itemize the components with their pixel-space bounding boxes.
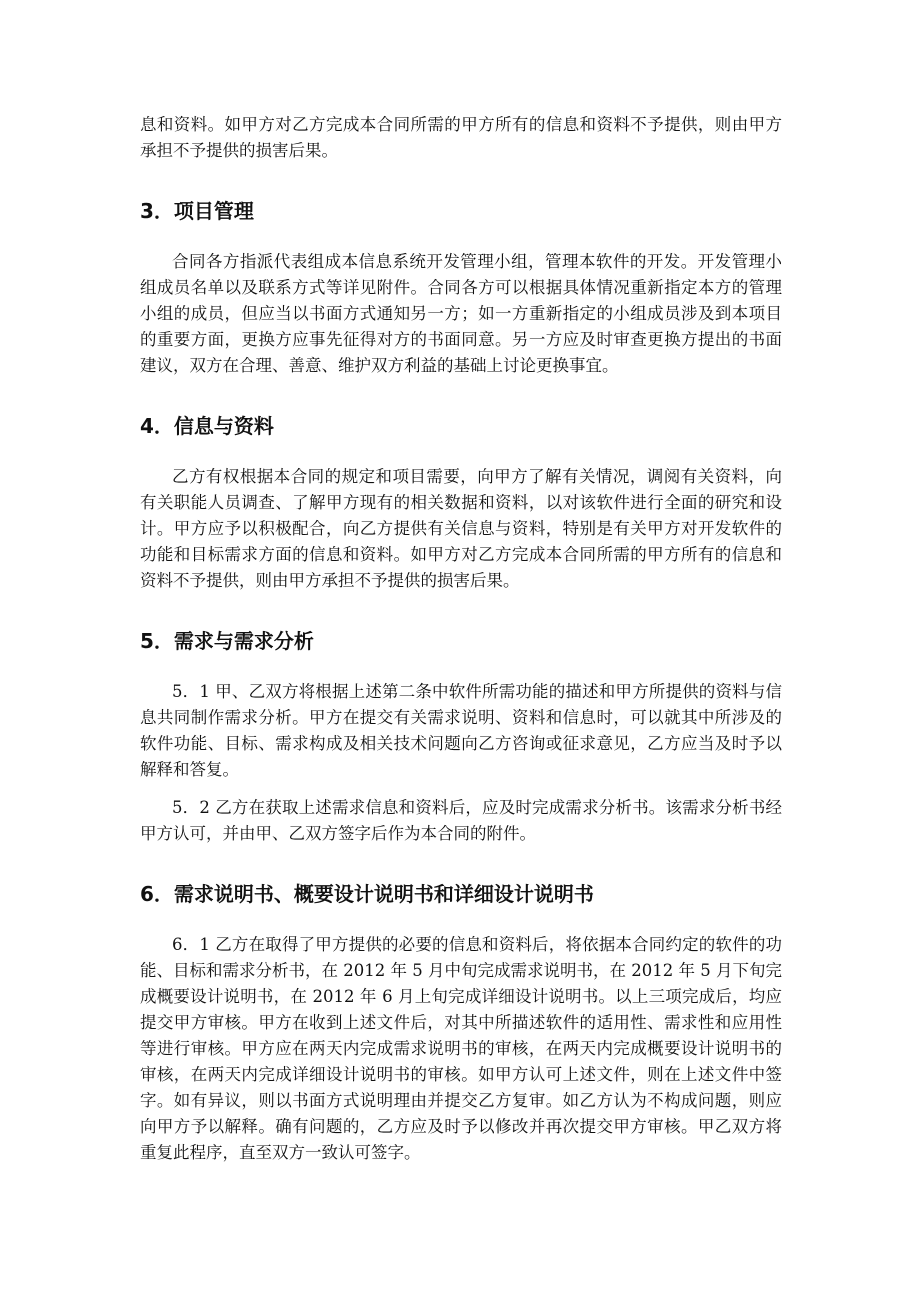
heading-requirements-analysis: 5．需求与需求分析: [140, 629, 314, 653]
paragraph-requirements-5-1: 5．1 甲、乙双方将根据上述第二条中软件所需功能的描述和甲方所提供的资料与信息共同制作需求分析。甲方在提交有关需求说明、资料和信息时，可以就其中所涉及的软件功能、目标、需求构成及相关技术问题向乙方咨询或征求意见，乙方应当及时予以解释和答复。: [140, 682, 782, 779]
paragraph-project-management: 合同各方指派代表组成本信息系统开发管理小组，管理本软件的开发。开发管理小组成员名单以及联系方式等详见附件。合同各方可以根据具体情况重新指定本方的管理小组的成员，但应当以书面方式通知另一方；如一方重新指定的小组成员涉及到本项目的重要方面，更换方应事先征得对方的书面同意。另一方应及时审查更换方提出的书面建议，双方在合理、善意、维护双方利益的基础上讨论更换事宜。: [140, 252, 782, 375]
paragraph-specifications-6-1: 6．1 乙方在取得了甲方提供的必要的信息和资料后，将依据本合同约定的软件的功能、目标和需求分析书，在 2012 年 5 月中旬完成需求说明书，在 2012 年 5 月下旬完成概要设计说明书，在 2012 年 6 月上旬完成详细设计说明书。以上三项完成后，均应提交甲方审核。甲方在收到上述文件后，对其中所描述软件的适用性、需求性和应用性等进行审核。甲方应在两天内完成需求说明书的审核，在两天内完成概要设计说明书的审核，在两天内完成详细设计说明书的审核。如甲方认可上述文件，则在上述文件中签字。如有异议，则以书面方式说明理由并提交乙方复审。如乙方认为不构成问题，则应向甲方予以解释。确有问题的，乙方应及时予以修改并再次提交甲方审核。甲乙双方将重复此程序，直至双方一致认可签字。: [140, 935, 782, 1162]
paragraph-requirements-5-2: 5．2 乙方在获取上述需求信息和资料后，应及时完成需求分析书。该需求分析书经甲方认可，并由甲、乙双方签字后作为本合同的附件。: [140, 798, 782, 843]
paragraph-continued: 息和资料。如甲方对乙方完成本合同所需的甲方所有的信息和资料不予提供，则由甲方承担不予提供的损害后果。: [140, 115, 782, 160]
document-page: [140, 112, 782, 1166]
heading-specifications: 6．需求说明书、概要设计说明书和详细设计说明书: [140, 882, 594, 906]
heading-information-materials: 4．信息与资料: [140, 414, 274, 438]
paragraph-information-materials: 乙方有权根据本合同的规定和项目需要，向甲方了解有关情况，调阅有关资料，向有关职能人员调查、了解甲方现有的相关数据和资料，以对该软件进行全面的研究和设计。甲方应予以积极配合，向乙方提供有关信息与资料，特别是有关甲方对开发软件的功能和目标需求方面的信息和资料。如甲方对乙方完成本合同所需的甲方所有的信息和资料不予提供，则由甲方承担不予提供的损害后果。: [140, 467, 782, 590]
heading-project-management: 3．项目管理: [140, 199, 254, 223]
